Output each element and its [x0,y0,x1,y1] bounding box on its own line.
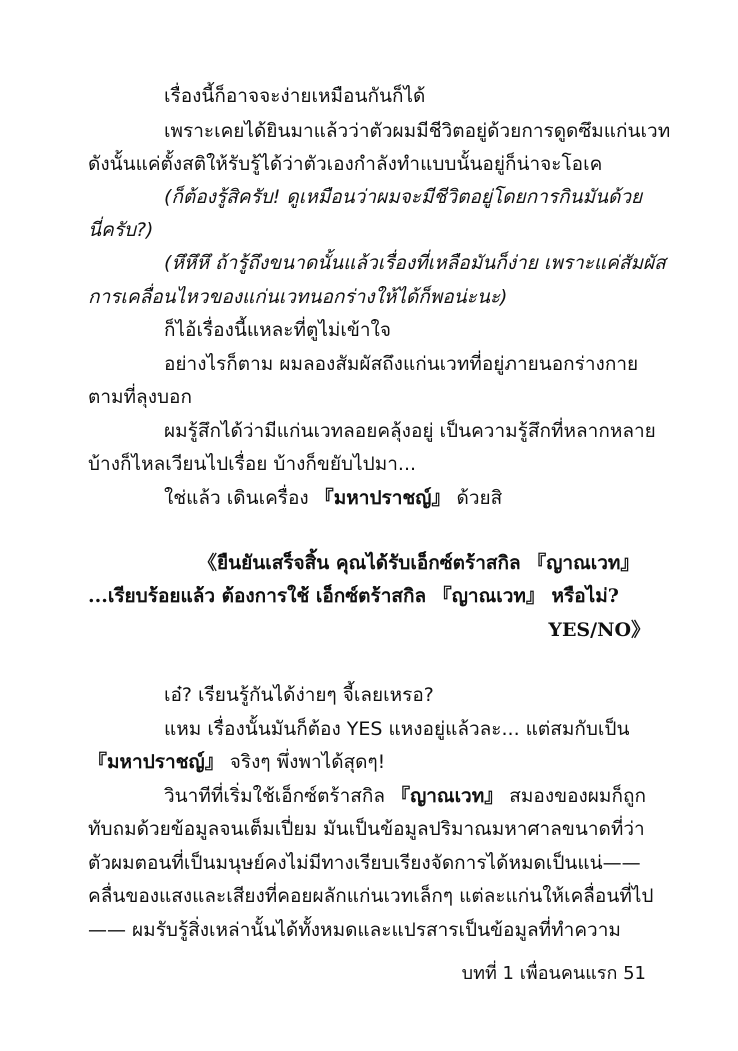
paragraph-line [0,778,738,814]
paragraph-line: แหม เรื่องนั้นมันก็ต้อง YES แหงอยู่แล้วละ... แต่สมกับเป็น [164,718,630,740]
paragraph-line: เพราะเคยได้ยินมาแล้วว่าตัวผมมีชีวิตอยู่ด้วยการดูดซึมแก่นเวท [164,120,671,142]
skill-name: 『มหาปราชญ์』 [88,751,224,773]
text-segment: วินาทีที่เริ่มใช้เอ็กซ์ตร้าสกิล [164,785,392,807]
paragraph-line [0,480,738,516]
paragraph-line: เอ๋? เรียนรู้กันได้ง่ายๆ จี้เลยเหรอ? [164,684,434,706]
text-segment: ด้วยสิ [450,487,503,509]
text-segment: จริงๆ พึ่งพาได้สุดๆ! [223,751,386,773]
page-footer: บทที่ 1 เพื่อนคนแรก 51 [461,963,646,984]
paragraph-line: (ก็ต้องรู้สิครับ! ดูเหมือนว่าผมจะมีชีวิตอยู่โดยการกินมันด้วย [164,186,643,208]
paragraph-line: คลื่นของแสงและเสียงที่คอยผลักแก่นเวทเล็กๆ แต่ละแก่นให้เคลื่อนที่ไป [88,885,654,907]
paragraph-line: ตัวผมตอนที่เป็นมนุษย์คงไม่มีทางเรียบเรียงจัดการได้หมดเป็นแน่—— [88,852,641,874]
paragraph-line: ทับถมด้วยข้อมูลจนเต็มเปี่ยม มันเป็นข้อมูลปริมาณมหาศาลขนาดที่ว่า [88,818,645,840]
paragraph-line [0,744,738,780]
paragraph-line: อย่างไรก็ตาม ผมลองสัมผัสถึงแก่นเวทที่อยู่ภายนอกร่างกาย [164,353,639,375]
system-message-line: ...เรียบร้อยแล้ว ต้องการใช้ เอ็กซ์ตร้าสกิล 『ญาณเวท』 หรือไม่? [88,585,619,607]
skill-name: 『มหาปราชญ์』 [314,487,451,509]
paragraph-line: ดังนั้นแค่ตั้งสติให้รับรู้ได้ว่าตัวเองกำลังทำแบบนั้นอยู่ก็น่าจะโอเค [88,153,603,175]
system-message-line: YES/NO》 [548,619,650,641]
paragraph-line: นี่ครับ?) [88,219,154,241]
text-segment: สมองของผมก็ถูก [503,785,646,807]
paragraph-line: ตามที่ลุงบอก [88,386,192,408]
paragraph-line: —— ผมรับรู้สิ่งเหล่านั้นได้ทั้งหมดและแปรสารเป็นข้อมูลที่ทำความ [88,919,621,941]
text-segment: ใช่แล้ว เดินเครื่อง [164,487,315,509]
paragraph-line: ก็ไอ้เรื่องนี้แหละที่ตูไม่เข้าใจ [164,319,391,341]
paragraph-line: เรื่องนี้ก็อาจจะง่ายเหมือนกันก็ได้ [164,85,426,107]
system-message-line: 《ยืนยันเสร็จสิ้น คุณได้รับเอ็กซ์ตร้าสกิล 『ญาณเวท』 [198,552,640,574]
paragraph-line: ผมรู้สึกได้ว่ามีแก่นเวทลอยคลุ้งอยู่ เป็นความรู้สึกที่หลากหลาย [164,420,656,442]
paragraph-line: การเคลื่อนไหวของแก่นเวทนอกร่างให้ได้ก็พอน่ะนะ) [88,286,508,308]
skill-name: 『ญาณเวท』 [391,785,504,807]
paragraph-line: (หึหึหึ ถ้ารู้ถึงขนาดนั้นแล้วเรื่องที่เหลือมันก็ง่าย เพราะแค่สัมผัส [164,252,666,274]
paragraph-line: บ้างก็ไหลเวียนไปเรื่อย บ้างก็ขยับไปมา... [88,453,417,475]
